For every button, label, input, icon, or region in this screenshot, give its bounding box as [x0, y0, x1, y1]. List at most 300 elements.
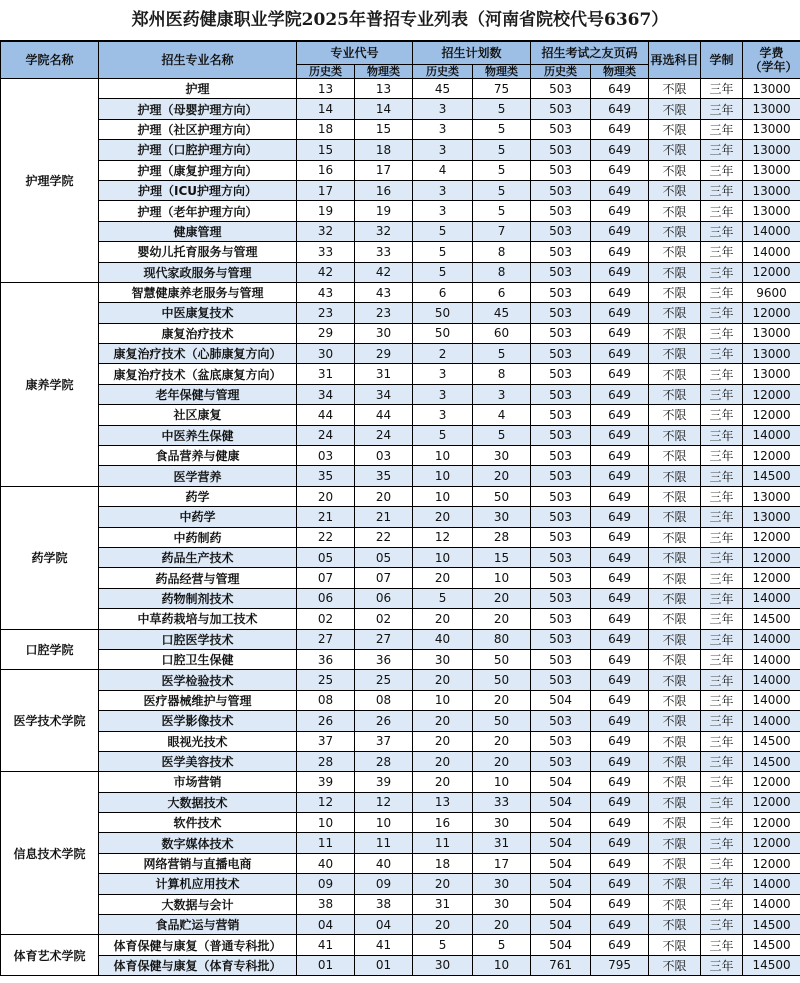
reselect: 不限 — [649, 874, 701, 894]
major-name: 口腔卫生保健 — [99, 649, 297, 669]
plan-history: 12 — [413, 527, 473, 547]
duration: 三年 — [701, 547, 743, 567]
code-physics: 09 — [355, 874, 413, 894]
fee: 14500 — [743, 955, 800, 975]
reselect: 不限 — [649, 609, 701, 629]
table-row — [1, 751, 800, 771]
reselect: 不限 — [649, 588, 701, 608]
plan-history: 6 — [413, 282, 473, 302]
plan-history: 5 — [413, 425, 473, 445]
page-history: 503 — [531, 731, 591, 751]
header-reselect: 再选科目 — [649, 42, 701, 79]
reselect: 不限 — [649, 670, 701, 690]
code-history: 23 — [297, 303, 355, 323]
major-name: 医学营养 — [99, 466, 297, 486]
page-physics: 649 — [591, 242, 649, 262]
header-major: 招生专业名称 — [99, 42, 297, 79]
page-history: 503 — [531, 446, 591, 466]
duration: 三年 — [701, 99, 743, 119]
reselect: 不限 — [649, 221, 701, 241]
major-name: 中药制药 — [99, 527, 297, 547]
major-name: 计算机应用技术 — [99, 874, 297, 894]
page-physics: 649 — [591, 731, 649, 751]
code-physics: 44 — [355, 405, 413, 425]
code-history: 07 — [297, 568, 355, 588]
code-physics: 20 — [355, 486, 413, 506]
table-row — [1, 180, 800, 200]
page-physics: 649 — [591, 201, 649, 221]
duration: 三年 — [701, 446, 743, 466]
table-row — [1, 853, 800, 873]
duration: 三年 — [701, 935, 743, 955]
plan-physics: 15 — [473, 547, 531, 567]
page-history: 503 — [531, 180, 591, 200]
duration: 三年 — [701, 303, 743, 323]
page-history: 504 — [531, 772, 591, 792]
code-history: 10 — [297, 813, 355, 833]
duration: 三年 — [701, 364, 743, 384]
page-history: 503 — [531, 466, 591, 486]
plan-physics: 8 — [473, 364, 531, 384]
major-name: 护理（母婴护理方向） — [99, 99, 297, 119]
major-name: 护理（康复护理方向） — [99, 160, 297, 180]
fee: 14500 — [743, 915, 800, 935]
code-physics: 10 — [355, 813, 413, 833]
major-name: 康复治疗技术（盆底康复方向） — [99, 364, 297, 384]
plan-history: 20 — [413, 670, 473, 690]
table-row — [1, 140, 800, 160]
page-history: 503 — [531, 568, 591, 588]
page-physics: 649 — [591, 711, 649, 731]
duration: 三年 — [701, 344, 743, 364]
code-physics: 17 — [355, 160, 413, 180]
page-history: 503 — [531, 527, 591, 547]
plan-history: 13 — [413, 792, 473, 812]
duration: 三年 — [701, 629, 743, 649]
page-physics: 649 — [591, 405, 649, 425]
table-row — [1, 629, 800, 649]
fee: 12000 — [743, 384, 800, 404]
table-row — [1, 384, 800, 404]
code-physics: 36 — [355, 649, 413, 669]
duration: 三年 — [701, 242, 743, 262]
table-row — [1, 833, 800, 853]
plan-history: 45 — [413, 79, 473, 99]
major-name: 口腔医学技术 — [99, 629, 297, 649]
plan-physics: 10 — [473, 772, 531, 792]
duration: 三年 — [701, 894, 743, 914]
major-name: 中医康复技术 — [99, 303, 297, 323]
plan-physics: 5 — [473, 935, 531, 955]
table-row — [1, 935, 800, 955]
page-physics: 649 — [591, 833, 649, 853]
table-row — [1, 119, 800, 139]
table-row — [1, 507, 800, 527]
major-name: 中草药栽培与加工技术 — [99, 609, 297, 629]
reselect: 不限 — [649, 323, 701, 343]
code-history: 22 — [297, 527, 355, 547]
plan-history: 3 — [413, 201, 473, 221]
plan-physics: 30 — [473, 446, 531, 466]
plan-physics: 5 — [473, 180, 531, 200]
plan-physics: 30 — [473, 874, 531, 894]
plan-physics: 5 — [473, 160, 531, 180]
code-history: 30 — [297, 344, 355, 364]
major-name: 眼视光技术 — [99, 731, 297, 751]
code-history: 41 — [297, 935, 355, 955]
code-physics: 05 — [355, 547, 413, 567]
code-history: 19 — [297, 201, 355, 221]
code-history: 44 — [297, 405, 355, 425]
plan-history: 5 — [413, 221, 473, 241]
fee: 13000 — [743, 79, 800, 99]
code-physics: 18 — [355, 140, 413, 160]
duration: 三年 — [701, 323, 743, 343]
reselect: 不限 — [649, 446, 701, 466]
major-name: 网络营销与直播电商 — [99, 853, 297, 873]
fee: 13000 — [743, 99, 800, 119]
code-history: 21 — [297, 507, 355, 527]
page-physics: 649 — [591, 344, 649, 364]
plan-history: 16 — [413, 813, 473, 833]
major-name: 婴幼儿托育服务与管理 — [99, 242, 297, 262]
page-history: 503 — [531, 711, 591, 731]
plan-physics: 5 — [473, 140, 531, 160]
header-plan-physics: 物理类 — [473, 65, 531, 79]
major-name: 康复治疗技术 — [99, 323, 297, 343]
plan-history: 20 — [413, 731, 473, 751]
plan-physics: 20 — [473, 588, 531, 608]
page-physics: 649 — [591, 384, 649, 404]
page-physics: 649 — [591, 119, 649, 139]
reselect: 不限 — [649, 364, 701, 384]
fee: 14500 — [743, 751, 800, 771]
fee: 14000 — [743, 670, 800, 690]
plan-physics: 5 — [473, 201, 531, 221]
reselect: 不限 — [649, 833, 701, 853]
plan-history: 3 — [413, 364, 473, 384]
code-history: 40 — [297, 853, 355, 873]
fee: 13000 — [743, 486, 800, 506]
major-name: 现代家政服务与管理 — [99, 262, 297, 282]
page-history: 503 — [531, 751, 591, 771]
plan-physics: 6 — [473, 282, 531, 302]
reselect: 不限 — [649, 242, 701, 262]
table-row — [1, 568, 800, 588]
major-name: 大数据技术 — [99, 792, 297, 812]
table-row — [1, 323, 800, 343]
reselect: 不限 — [649, 180, 701, 200]
fee: 12000 — [743, 772, 800, 792]
code-physics: 07 — [355, 568, 413, 588]
major-name: 康复治疗技术（心肺康复方向） — [99, 344, 297, 364]
table-row — [1, 282, 800, 302]
page-history: 504 — [531, 915, 591, 935]
plan-history: 3 — [413, 140, 473, 160]
code-history: 11 — [297, 833, 355, 853]
plan-history: 20 — [413, 711, 473, 731]
reselect: 不限 — [649, 384, 701, 404]
reselect: 不限 — [649, 344, 701, 364]
duration: 三年 — [701, 833, 743, 853]
plan-physics: 33 — [473, 792, 531, 812]
code-physics: 14 — [355, 99, 413, 119]
page-history: 503 — [531, 99, 591, 119]
major-name: 市场营销 — [99, 772, 297, 792]
fee: 12000 — [743, 853, 800, 873]
fee: 14500 — [743, 466, 800, 486]
page-physics: 649 — [591, 772, 649, 792]
page-history: 503 — [531, 507, 591, 527]
major-name: 食品营养与健康 — [99, 446, 297, 466]
page-history: 503 — [531, 323, 591, 343]
page-physics: 649 — [591, 140, 649, 160]
page-physics: 649 — [591, 751, 649, 771]
code-history: 14 — [297, 99, 355, 119]
code-physics: 04 — [355, 915, 413, 935]
page-history: 503 — [531, 344, 591, 364]
code-physics: 29 — [355, 344, 413, 364]
reselect: 不限 — [649, 711, 701, 731]
plan-history: 3 — [413, 405, 473, 425]
duration: 三年 — [701, 772, 743, 792]
code-physics: 32 — [355, 221, 413, 241]
plan-history: 18 — [413, 853, 473, 873]
code-physics: 26 — [355, 711, 413, 731]
duration: 三年 — [701, 588, 743, 608]
code-history: 31 — [297, 364, 355, 384]
plan-physics: 20 — [473, 915, 531, 935]
duration: 三年 — [701, 180, 743, 200]
table-row — [1, 711, 800, 731]
plan-history: 20 — [413, 609, 473, 629]
code-history: 15 — [297, 140, 355, 160]
header-plan: 招生计划数 — [413, 42, 531, 65]
duration: 三年 — [701, 751, 743, 771]
plan-history: 20 — [413, 772, 473, 792]
duration: 三年 — [701, 609, 743, 629]
header-code-history: 历史类 — [297, 65, 355, 79]
fee: 14000 — [743, 629, 800, 649]
table-row — [1, 466, 800, 486]
fee: 13000 — [743, 140, 800, 160]
fee: 13000 — [743, 201, 800, 221]
duration: 三年 — [701, 119, 743, 139]
college-name: 药学院 — [1, 486, 99, 629]
code-physics: 28 — [355, 751, 413, 771]
table-row — [1, 446, 800, 466]
duration: 三年 — [701, 527, 743, 547]
fee: 14000 — [743, 711, 800, 731]
fee: 13000 — [743, 507, 800, 527]
major-name: 护理（口腔护理方向） — [99, 140, 297, 160]
plan-physics: 5 — [473, 344, 531, 364]
duration: 三年 — [701, 160, 743, 180]
fee: 14000 — [743, 874, 800, 894]
code-history: 13 — [297, 79, 355, 99]
code-physics: 41 — [355, 935, 413, 955]
page-physics: 649 — [591, 79, 649, 99]
plan-physics: 75 — [473, 79, 531, 99]
plan-history: 20 — [413, 874, 473, 894]
plan-history: 20 — [413, 568, 473, 588]
code-history: 12 — [297, 792, 355, 812]
fee: 12000 — [743, 792, 800, 812]
fee: 13000 — [743, 180, 800, 200]
plan-physics: 5 — [473, 99, 531, 119]
page-physics: 649 — [591, 364, 649, 384]
code-history: 28 — [297, 751, 355, 771]
plan-physics: 28 — [473, 527, 531, 547]
page-history: 503 — [531, 609, 591, 629]
major-name: 中医养生保健 — [99, 425, 297, 445]
reselect: 不限 — [649, 751, 701, 771]
plan-physics: 50 — [473, 670, 531, 690]
header-code: 专业代号 — [297, 42, 413, 65]
page-history: 504 — [531, 853, 591, 873]
table-row — [1, 99, 800, 119]
page-physics: 649 — [591, 853, 649, 873]
page-physics: 649 — [591, 935, 649, 955]
code-history: 20 — [297, 486, 355, 506]
fee: 13000 — [743, 119, 800, 139]
fee: 12000 — [743, 405, 800, 425]
header-duration: 学制 — [701, 42, 743, 79]
table-row — [1, 364, 800, 384]
plan-physics: 8 — [473, 262, 531, 282]
code-physics: 40 — [355, 853, 413, 873]
reselect: 不限 — [649, 772, 701, 792]
code-physics: 35 — [355, 466, 413, 486]
code-history: 09 — [297, 874, 355, 894]
table-body — [1, 79, 800, 976]
page-physics: 649 — [591, 894, 649, 914]
page-history: 503 — [531, 405, 591, 425]
code-physics: 43 — [355, 282, 413, 302]
plan-physics: 7 — [473, 221, 531, 241]
fee: 12000 — [743, 547, 800, 567]
code-physics: 24 — [355, 425, 413, 445]
plan-physics: 31 — [473, 833, 531, 853]
page-physics: 649 — [591, 262, 649, 282]
code-physics: 31 — [355, 364, 413, 384]
page-history: 504 — [531, 690, 591, 710]
plan-history: 20 — [413, 507, 473, 527]
page-physics: 649 — [591, 649, 649, 669]
code-history: 35 — [297, 466, 355, 486]
page-physics: 649 — [591, 609, 649, 629]
plan-history: 3 — [413, 119, 473, 139]
fee: 9600 — [743, 282, 800, 302]
plan-history: 50 — [413, 323, 473, 343]
reselect: 不限 — [649, 792, 701, 812]
page-history: 503 — [531, 303, 591, 323]
page-history: 503 — [531, 629, 591, 649]
duration: 三年 — [701, 262, 743, 282]
table-row — [1, 792, 800, 812]
code-history: 08 — [297, 690, 355, 710]
college-name: 信息技术学院 — [1, 772, 99, 935]
code-physics: 42 — [355, 262, 413, 282]
duration: 三年 — [701, 201, 743, 221]
plan-physics: 5 — [473, 425, 531, 445]
plan-history: 3 — [413, 99, 473, 119]
plan-history: 20 — [413, 751, 473, 771]
fee: 12000 — [743, 262, 800, 282]
table-row — [1, 160, 800, 180]
table-row — [1, 772, 800, 792]
plan-history: 10 — [413, 486, 473, 506]
page-physics: 649 — [591, 690, 649, 710]
table-row — [1, 201, 800, 221]
page-history: 503 — [531, 140, 591, 160]
duration: 三年 — [701, 915, 743, 935]
reselect: 不限 — [649, 527, 701, 547]
code-physics: 34 — [355, 384, 413, 404]
code-history: 05 — [297, 547, 355, 567]
fee: 13000 — [743, 344, 800, 364]
duration: 三年 — [701, 405, 743, 425]
table-row — [1, 405, 800, 425]
code-history: 04 — [297, 915, 355, 935]
fee: 14000 — [743, 242, 800, 262]
reselect: 不限 — [649, 894, 701, 914]
code-physics: 01 — [355, 955, 413, 975]
page-history: 503 — [531, 670, 591, 690]
reselect: 不限 — [649, 466, 701, 486]
code-physics: 06 — [355, 588, 413, 608]
plan-history: 4 — [413, 160, 473, 180]
major-name: 护理 — [99, 79, 297, 99]
plan-physics: 8 — [473, 242, 531, 262]
page-history: 503 — [531, 221, 591, 241]
page-history: 761 — [531, 955, 591, 975]
college-name: 口腔学院 — [1, 629, 99, 670]
major-name: 数字媒体技术 — [99, 833, 297, 853]
code-history: 33 — [297, 242, 355, 262]
code-history: 24 — [297, 425, 355, 445]
plan-physics: 20 — [473, 751, 531, 771]
college-name: 医学技术学院 — [1, 670, 99, 772]
reselect: 不限 — [649, 405, 701, 425]
plan-history: 3 — [413, 384, 473, 404]
duration: 三年 — [701, 731, 743, 751]
reselect: 不限 — [649, 140, 701, 160]
header-code-physics: 物理类 — [355, 65, 413, 79]
reselect: 不限 — [649, 303, 701, 323]
code-physics: 16 — [355, 180, 413, 200]
page-physics: 649 — [591, 323, 649, 343]
reselect: 不限 — [649, 813, 701, 833]
table-row — [1, 486, 800, 506]
reselect: 不限 — [649, 915, 701, 935]
duration: 三年 — [701, 649, 743, 669]
reselect: 不限 — [649, 99, 701, 119]
code-history: 43 — [297, 282, 355, 302]
plan-history: 5 — [413, 935, 473, 955]
page-history: 503 — [531, 282, 591, 302]
fee: 12000 — [743, 446, 800, 466]
plan-physics: 30 — [473, 894, 531, 914]
reselect: 不限 — [649, 79, 701, 99]
code-physics: 30 — [355, 323, 413, 343]
page-history: 503 — [531, 425, 591, 445]
page-history: 504 — [531, 833, 591, 853]
page-history: 503 — [531, 262, 591, 282]
code-physics: 33 — [355, 242, 413, 262]
major-name: 药品生产技术 — [99, 547, 297, 567]
duration: 三年 — [701, 384, 743, 404]
